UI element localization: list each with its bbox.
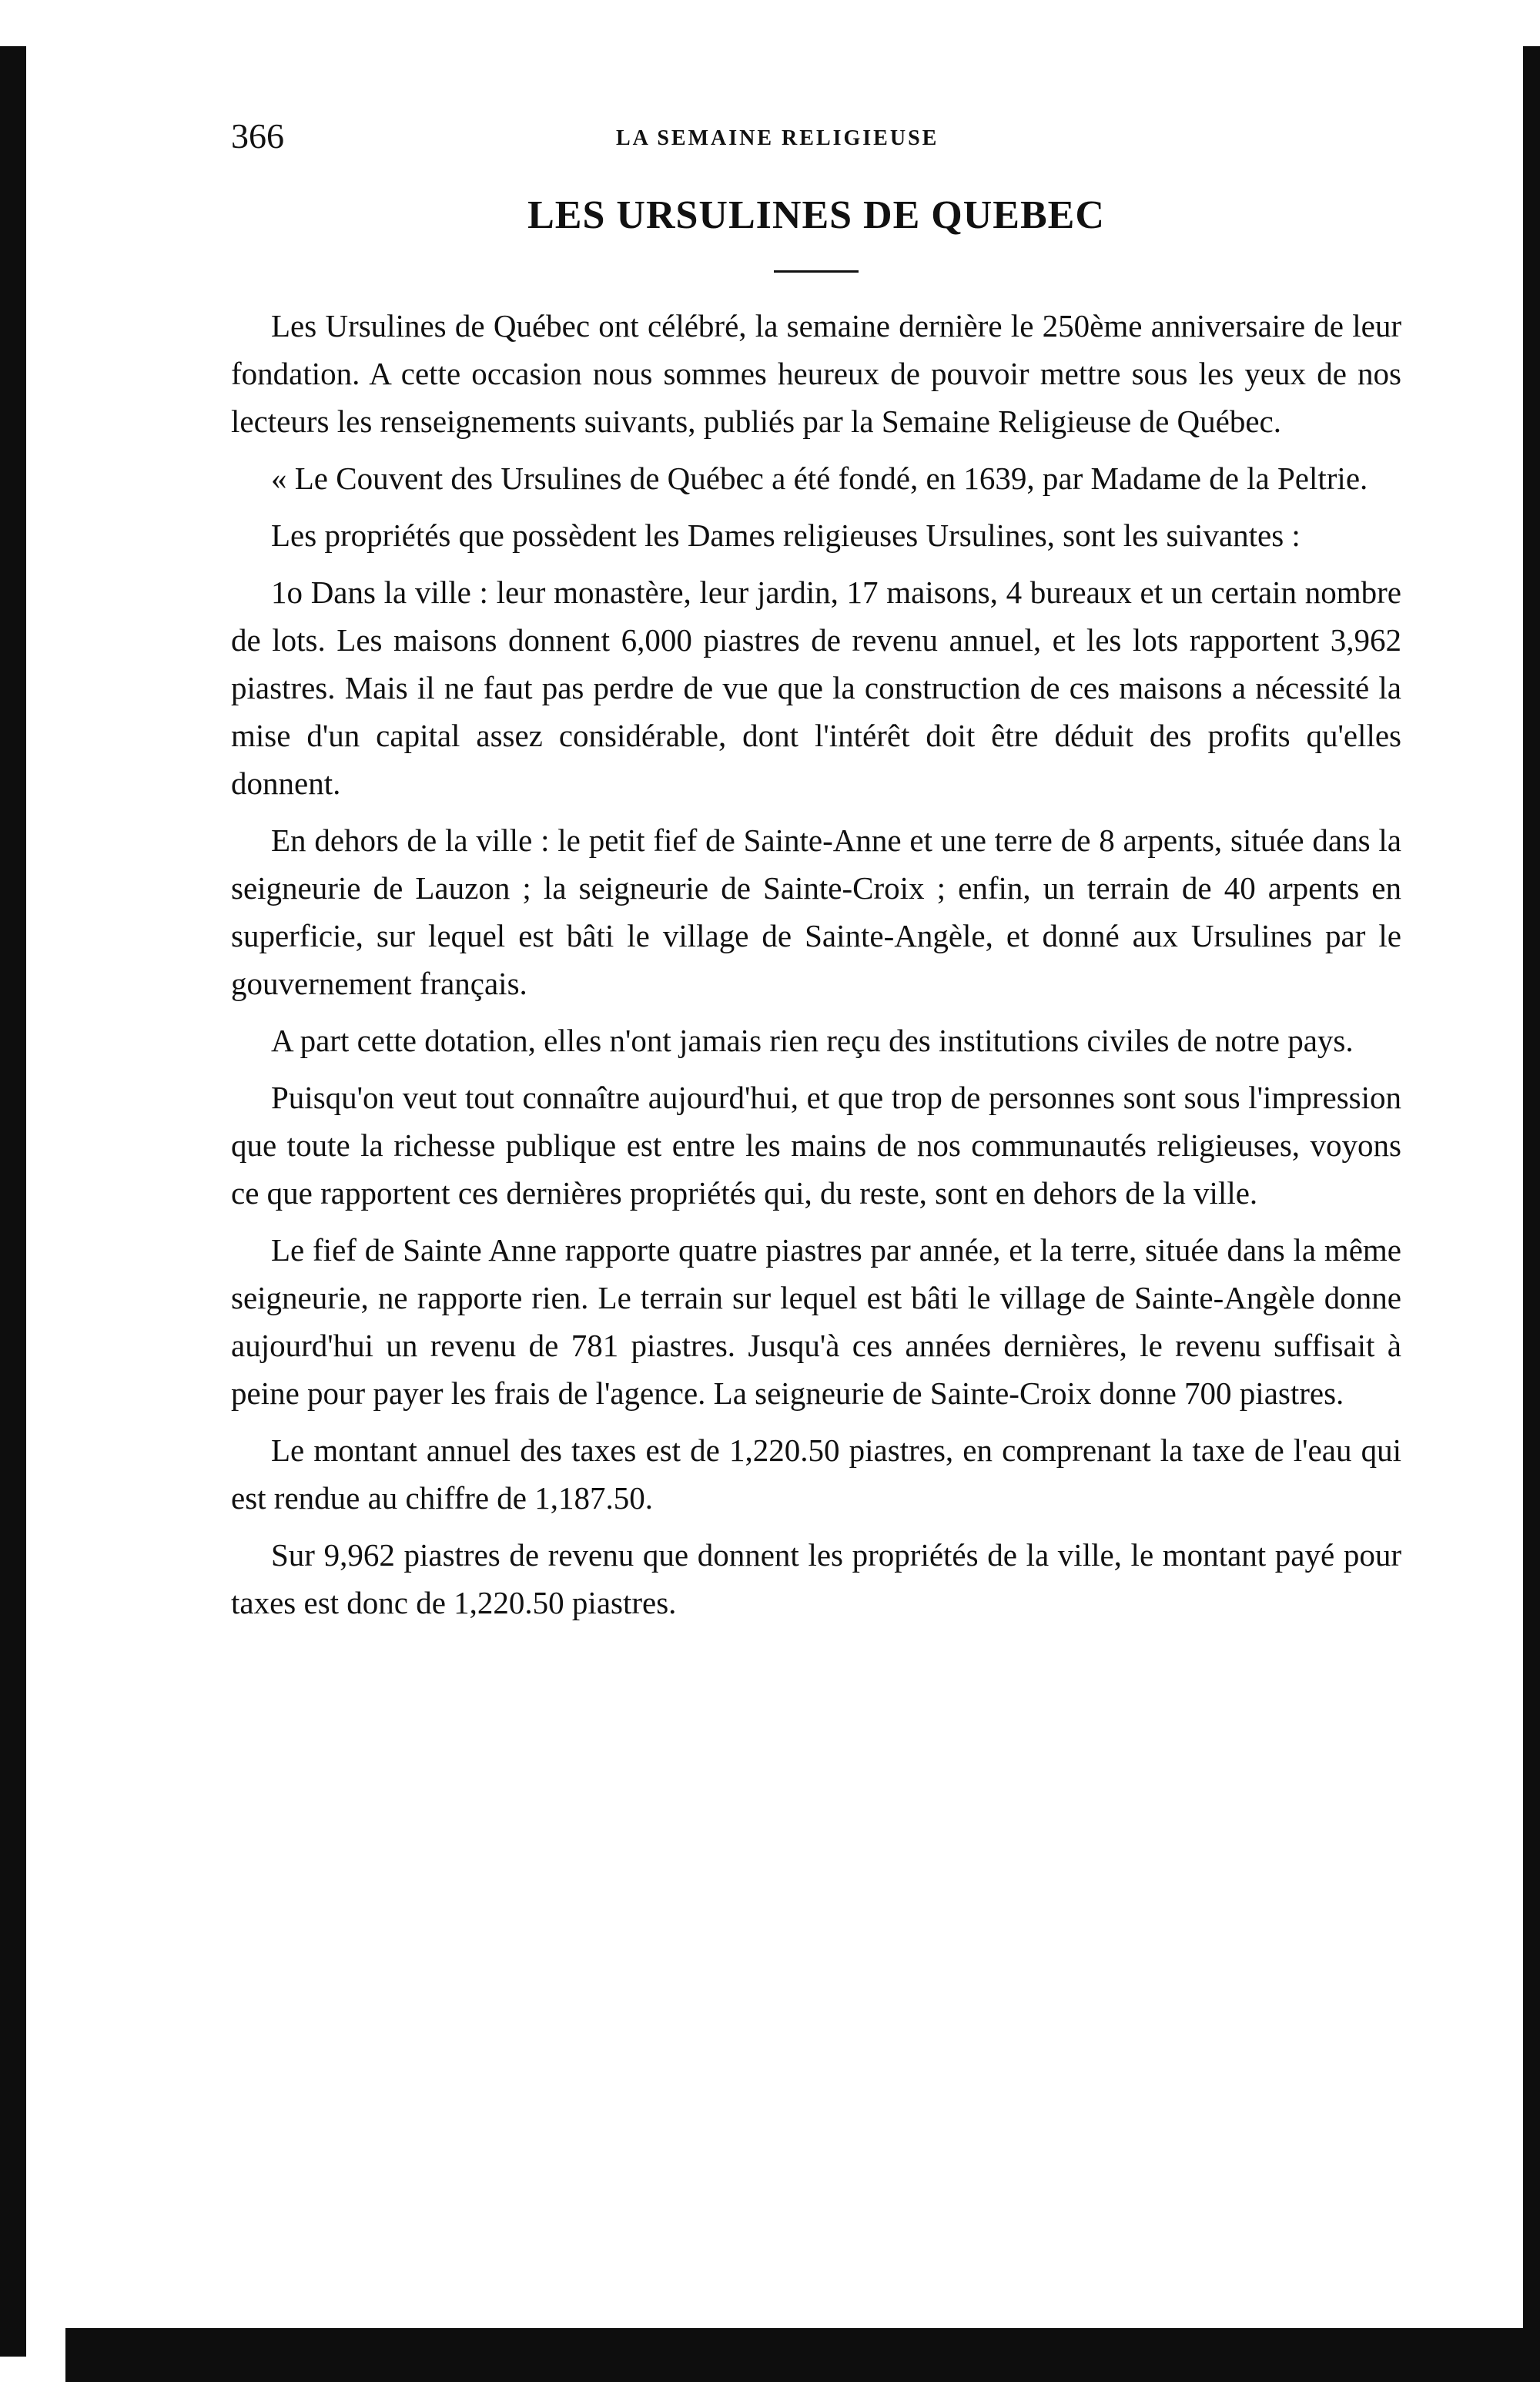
- scan-border-right: [1523, 46, 1540, 2357]
- paragraph: 1o Dans la ville : leur monastère, leur jardin, 17 maisons, 4 bureaux et un certain nombre de lots. Les maisons donnent 6,000 piastres de revenu annuel, et les lots rapportent 3,962 piastres. Mais il ne faut pas perdre de vue que la construction de ces maisons a nécessité la mise d'un capital assez considérable, dont l'intérêt doit être déduit des profits qu'elles donnent.: [231, 575, 1401, 801]
- paragraph: A part cette dotation, elles n'ont jamais rien reçu des institutions civiles de notre pays.: [271, 1023, 1354, 1058]
- paragraph: « Le Couvent des Ursulines de Québec a été fondé, en 1639, par Madame de la Peltrie.: [271, 461, 1368, 496]
- running-title: LA SEMAINE RELIGIEUSE: [616, 126, 939, 150]
- scan-border-bottom: [65, 2328, 1540, 2382]
- paragraph: Le montant annuel des taxes est de 1,220.50 piastres, en comprenant la taxe de l'eau qui est rendue au chiffre de 1,187.50.: [231, 1432, 1401, 1516]
- paragraph: Les propriétés que possèdent les Dames religieuses Ursulines, sont les suivantes :: [271, 518, 1301, 553]
- paragraph: Les Ursulines de Québec ont célébré, la semaine dernière le 250ème anniversaire de leur fondation. A cette occasion nous sommes heureux de pouvoir mettre sous les yeux de nos lecteurs les renseignements suivants, publiés par la Semaine Religieuse de Québec.: [231, 308, 1401, 439]
- paragraph: Le fief de Sainte Anne rapporte quatre piastres par année, et la terre, située dans la même seigneurie, ne rapporte rien. Le terrain sur lequel est bâti le village de Sainte-Angèle donne aujourd'hui un revenu de 781 piastres. Jusqu'à ces années dernières, le revenu suffisait à peine pour payer les frais de l'agence. La seigneurie de Sainte-Croix donne 700 piastres.: [231, 1232, 1401, 1411]
- page: [231, 116, 1401, 1636]
- scan-border-left: [0, 46, 26, 2357]
- paragraph: Sur 9,962 piastres de revenu que donnent les propriétés de la ville, le montant payé pour taxes est donc de 1,220.50 piastres.: [231, 1537, 1401, 1620]
- page-number: 366: [231, 116, 284, 156]
- paragraph: Puisqu'on veut tout connaître aujourd'hui, et que trop de personnes sont sous l'impression que toute la richesse publique est entre les mains de nos communautés religieuses, voyons ce que rapportent ces dernières propriétés qui, du reste, sont en dehors de la ville.: [231, 1080, 1401, 1211]
- article-title: LES URSULINES DE QUEBEC: [527, 193, 1105, 237]
- running-header: [231, 116, 1401, 169]
- article-body: [231, 302, 1401, 1627]
- paragraph: En dehors de la ville : le petit fief de Sainte-Anne et une terre de 8 arpents, située dans la seigneurie de Lauzon ; la seigneurie de Sainte-Croix ; enfin, un terrain de 40 arpents en superficie, sur lequel est bâti le village de Sainte-Angèle, et donné aux Ursulines par le gouvernement français.: [231, 822, 1401, 1001]
- title-divider: [774, 270, 859, 273]
